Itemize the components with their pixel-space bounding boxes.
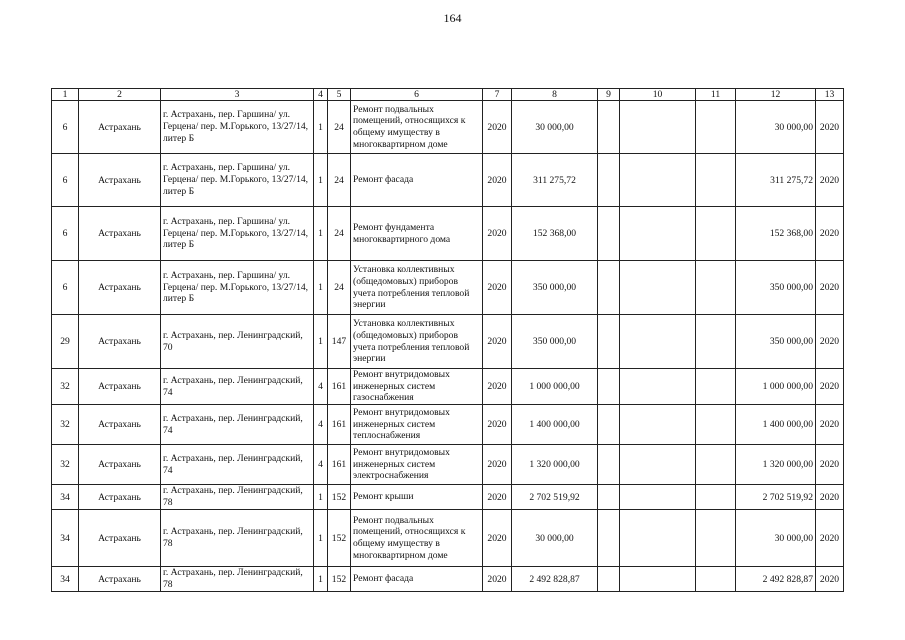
address: г. Астрахань, пер. Ленинградский, 78	[161, 510, 314, 567]
start-year: 2020	[483, 154, 512, 207]
row-number: 6	[52, 101, 79, 154]
address: г. Астрахань, пер. Ленинградский, 78	[161, 485, 314, 510]
row-number: 34	[52, 567, 79, 592]
col-10-value	[620, 445, 696, 485]
col-9-value	[598, 154, 620, 207]
end-year: 2020	[816, 510, 844, 567]
building-id: 161	[328, 405, 351, 445]
municipality: Астрахань	[79, 261, 161, 315]
col-9-value	[598, 101, 620, 154]
col-10-value	[620, 154, 696, 207]
col-9-value	[598, 261, 620, 315]
column-header: 11	[696, 89, 736, 101]
table-row	[52, 405, 844, 445]
start-year: 2020	[483, 261, 512, 315]
table-row	[52, 369, 844, 405]
start-year: 2020	[483, 567, 512, 592]
col-10-value	[620, 510, 696, 567]
start-year: 2020	[483, 485, 512, 510]
cost-value: 30 000,00	[736, 101, 816, 154]
address: г. Астрахань, пер. Ленинградский, 78	[161, 567, 314, 592]
building-count: 1	[314, 101, 328, 154]
total-cost: 1 000 000,00	[512, 369, 598, 405]
row-number: 6	[52, 261, 79, 315]
column-header: 7	[483, 89, 512, 101]
building-count: 1	[314, 154, 328, 207]
work-type: Ремонт крыши	[351, 485, 483, 510]
municipality: Астрахань	[79, 405, 161, 445]
column-header: 5	[328, 89, 351, 101]
col-11-value	[696, 445, 736, 485]
col-11-value	[696, 154, 736, 207]
total-cost: 2 702 519,92	[512, 485, 598, 510]
column-header: 6	[351, 89, 483, 101]
work-type: Установка коллективных (общедомовых) приборов учета потребления тепловой энергии	[351, 315, 483, 369]
col-10-value	[620, 405, 696, 445]
column-header: 2	[79, 89, 161, 101]
col-11-value	[696, 101, 736, 154]
col-9-value	[598, 510, 620, 567]
building-id: 152	[328, 567, 351, 592]
row-number: 32	[52, 405, 79, 445]
address: г. Астрахань, пер. Ленинградский, 74	[161, 405, 314, 445]
table-row	[52, 510, 844, 567]
total-cost: 350 000,00	[512, 261, 598, 315]
end-year: 2020	[816, 315, 844, 369]
work-type: Ремонт внутридомовых инженерных систем газоснабжения	[351, 369, 483, 405]
building-count: 4	[314, 445, 328, 485]
end-year: 2020	[816, 567, 844, 592]
table-row	[52, 485, 844, 510]
col-11-value	[696, 510, 736, 567]
start-year: 2020	[483, 445, 512, 485]
start-year: 2020	[483, 207, 512, 261]
table-row	[52, 445, 844, 485]
total-cost: 2 492 828,87	[512, 567, 598, 592]
table-row	[52, 261, 844, 315]
building-count: 1	[314, 315, 328, 369]
col-10-value	[620, 369, 696, 405]
row-number: 6	[52, 207, 79, 261]
col-11-value	[696, 567, 736, 592]
start-year: 2020	[483, 101, 512, 154]
table-body	[52, 101, 844, 592]
municipality: Астрахань	[79, 207, 161, 261]
column-header: 12	[736, 89, 816, 101]
building-id: 161	[328, 445, 351, 485]
address: г. Астрахань, пер. Гаршина/ ул. Герцена/ пер. М.Горького, 13/27/14, литер Б	[161, 101, 314, 154]
row-number: 29	[52, 315, 79, 369]
col-9-value	[598, 567, 620, 592]
building-id: 24	[328, 207, 351, 261]
start-year: 2020	[483, 405, 512, 445]
cost-value: 1 400 000,00	[736, 405, 816, 445]
total-cost: 1 400 000,00	[512, 405, 598, 445]
building-count: 1	[314, 567, 328, 592]
col-10-value	[620, 207, 696, 261]
column-number-row	[52, 89, 844, 101]
building-id: 152	[328, 485, 351, 510]
col-11-value	[696, 261, 736, 315]
total-cost: 30 000,00	[512, 101, 598, 154]
building-id: 147	[328, 315, 351, 369]
municipality: Астрахань	[79, 485, 161, 510]
cost-value: 1 000 000,00	[736, 369, 816, 405]
col-9-value	[598, 445, 620, 485]
building-count: 1	[314, 261, 328, 315]
col-11-value	[696, 405, 736, 445]
building-count: 4	[314, 405, 328, 445]
column-header: 8	[512, 89, 598, 101]
cost-value: 30 000,00	[736, 510, 816, 567]
work-type: Ремонт подвальных помещений, относящихся к общему имуществу в многоквартирном доме	[351, 101, 483, 154]
end-year: 2020	[816, 101, 844, 154]
municipality: Астрахань	[79, 567, 161, 592]
column-header: 10	[620, 89, 696, 101]
building-count: 1	[314, 485, 328, 510]
table-row	[52, 154, 844, 207]
work-type: Установка коллективных (общедомовых) приборов учета потребления тепловой энергии	[351, 261, 483, 315]
end-year: 2020	[816, 261, 844, 315]
table-row	[52, 315, 844, 369]
building-count: 4	[314, 369, 328, 405]
end-year: 2020	[816, 207, 844, 261]
work-type: Ремонт подвальных помещений, относящихся к общему имуществу в многоквартирном доме	[351, 510, 483, 567]
col-9-value	[598, 485, 620, 510]
work-type: Ремонт внутридомовых инженерных систем электроснабжения	[351, 445, 483, 485]
municipality: Астрахань	[79, 369, 161, 405]
start-year: 2020	[483, 510, 512, 567]
work-type: Ремонт внутридомовых инженерных систем теплоснабжения	[351, 405, 483, 445]
col-9-value	[598, 315, 620, 369]
total-cost: 311 275,72	[512, 154, 598, 207]
capital-repair-table	[51, 88, 844, 592]
municipality: Астрахань	[79, 315, 161, 369]
building-id: 24	[328, 154, 351, 207]
row-number: 6	[52, 154, 79, 207]
address: г. Астрахань, пер. Гаршина/ ул. Герцена/ пер. М.Горького, 13/27/14, литер Б	[161, 261, 314, 315]
col-11-value	[696, 315, 736, 369]
column-header: 1	[52, 89, 79, 101]
col-9-value	[598, 405, 620, 445]
work-type: Ремонт фундамента многоквартирного дома	[351, 207, 483, 261]
building-id: 24	[328, 101, 351, 154]
address: г. Астрахань, пер. Гаршина/ ул. Герцена/ пер. М.Горького, 13/27/14, литер Б	[161, 207, 314, 261]
table-row	[52, 101, 844, 154]
end-year: 2020	[816, 405, 844, 445]
address: г. Астрахань, пер. Ленинградский, 74	[161, 369, 314, 405]
column-header: 4	[314, 89, 328, 101]
column-header: 3	[161, 89, 314, 101]
col-10-value	[620, 485, 696, 510]
cost-value: 152 368,00	[736, 207, 816, 261]
total-cost: 1 320 000,00	[512, 445, 598, 485]
row-number: 32	[52, 445, 79, 485]
cost-value: 350 000,00	[736, 261, 816, 315]
col-11-value	[696, 369, 736, 405]
municipality: Астрахань	[79, 445, 161, 485]
col-10-value	[620, 567, 696, 592]
row-number: 32	[52, 369, 79, 405]
total-cost: 152 368,00	[512, 207, 598, 261]
row-number: 34	[52, 510, 79, 567]
building-count: 1	[314, 207, 328, 261]
total-cost: 30 000,00	[512, 510, 598, 567]
building-count: 1	[314, 510, 328, 567]
table-row	[52, 207, 844, 261]
cost-value: 311 275,72	[736, 154, 816, 207]
end-year: 2020	[816, 445, 844, 485]
municipality: Астрахань	[79, 510, 161, 567]
address: г. Астрахань, пер. Ленинградский, 70	[161, 315, 314, 369]
municipality: Астрахань	[79, 154, 161, 207]
end-year: 2020	[816, 485, 844, 510]
row-number: 34	[52, 485, 79, 510]
table-row	[52, 567, 844, 592]
col-9-value	[598, 207, 620, 261]
work-type: Ремонт фасада	[351, 154, 483, 207]
col-9-value	[598, 369, 620, 405]
cost-value: 1 320 000,00	[736, 445, 816, 485]
building-id: 152	[328, 510, 351, 567]
col-10-value	[620, 101, 696, 154]
start-year: 2020	[483, 315, 512, 369]
column-header: 13	[816, 89, 844, 101]
cost-value: 2 492 828,87	[736, 567, 816, 592]
building-id: 24	[328, 261, 351, 315]
col-11-value	[696, 485, 736, 510]
col-10-value	[620, 261, 696, 315]
start-year: 2020	[483, 369, 512, 405]
address: г. Астрахань, пер. Гаршина/ ул. Герцена/ пер. М.Горького, 13/27/14, литер Б	[161, 154, 314, 207]
end-year: 2020	[816, 369, 844, 405]
total-cost: 350 000,00	[512, 315, 598, 369]
cost-value: 2 702 519,92	[736, 485, 816, 510]
address: г. Астрахань, пер. Ленинградский, 74	[161, 445, 314, 485]
col-11-value	[696, 207, 736, 261]
cost-value: 350 000,00	[736, 315, 816, 369]
work-type: Ремонт фасада	[351, 567, 483, 592]
column-header: 9	[598, 89, 620, 101]
end-year: 2020	[816, 154, 844, 207]
building-id: 161	[328, 369, 351, 405]
page-number: 164	[443, 11, 462, 25]
col-10-value	[620, 315, 696, 369]
municipality: Астрахань	[79, 101, 161, 154]
